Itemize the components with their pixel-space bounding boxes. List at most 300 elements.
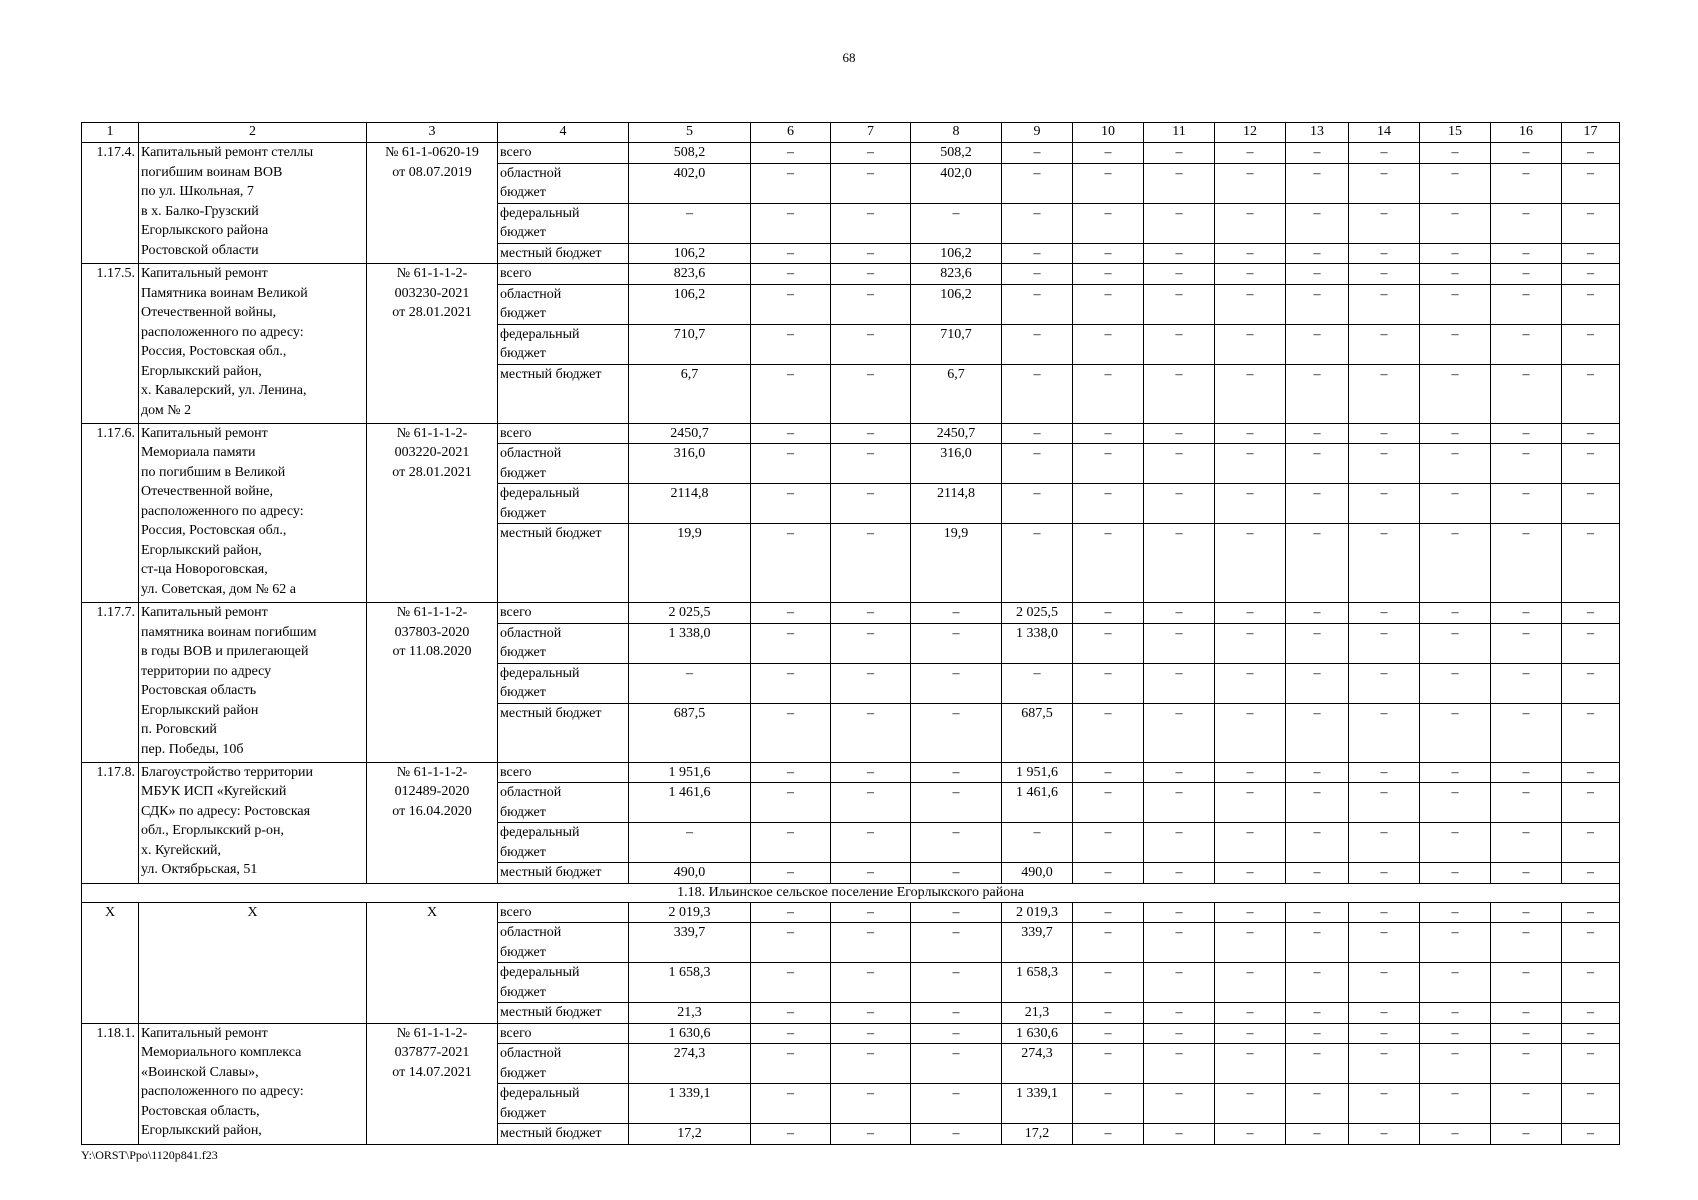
funding-source: местный бюджет [498,863,629,884]
amount-cell: – [911,603,1002,624]
amount-cell: – [1002,163,1073,203]
amount-cell: – [751,783,831,823]
column-number-header: 5 [629,123,751,143]
amount-cell: – [1420,923,1491,963]
amount-cell: – [1491,364,1562,423]
amount-cell: – [1144,324,1215,364]
amount-cell: – [1562,1044,1620,1084]
amount-cell: – [1420,484,1491,524]
amount-cell: 19,9 [911,524,1002,603]
amount-cell: – [1286,1023,1349,1044]
amount-cell: – [1491,203,1562,243]
amount-cell: 106,2 [911,284,1002,324]
amount-cell: – [751,203,831,243]
amount-cell: – [831,902,911,923]
amount-cell: – [1420,284,1491,324]
amount-cell: 1 658,3 [1002,963,1073,1003]
amount-cell: 1 339,1 [629,1084,751,1124]
table-row [82,1023,1620,1044]
amount-cell: – [1420,623,1491,663]
amount-cell: – [1215,284,1286,324]
amount-cell: – [1562,963,1620,1003]
funding-source: местный бюджет [498,1003,629,1024]
amount-cell: 2114,8 [911,484,1002,524]
amount-cell: – [751,623,831,663]
amount-cell: – [1215,1084,1286,1124]
amount-cell: – [1144,663,1215,703]
column-number-header: 14 [1349,123,1420,143]
item-number: 1.17.5. [82,264,139,424]
amount-cell: – [1144,623,1215,663]
amount-cell: – [1286,923,1349,963]
amount-cell: – [1562,243,1620,264]
column-number-header: 10 [1073,123,1144,143]
amount-cell: – [1286,762,1349,783]
amount-cell: – [751,923,831,963]
amount-cell: – [1562,423,1620,444]
funding-source: областной бюджет [498,623,629,663]
table-row [82,423,1620,444]
amount-cell: – [1349,783,1420,823]
amount-cell: 1 630,6 [629,1023,751,1044]
amount-cell: 2 025,5 [629,603,751,624]
amount-cell: 508,2 [911,143,1002,164]
amount-cell: 1 461,6 [1002,783,1073,823]
amount-cell: – [1073,364,1144,423]
column-number-header: 6 [751,123,831,143]
amount-cell: – [1286,1084,1349,1124]
amount-cell: – [911,1084,1002,1124]
funding-source: всего [498,423,629,444]
amount-cell: – [1073,324,1144,364]
item-number: 1.17.6. [82,423,139,603]
amount-cell: – [751,163,831,203]
amount-cell: – [1073,623,1144,663]
amount-cell: – [1215,1023,1286,1044]
amount-cell: – [1073,1023,1144,1044]
amount-cell: – [1144,1023,1215,1044]
amount-cell: – [1349,703,1420,762]
funding-source: федеральный бюджет [498,324,629,364]
amount-cell: – [1562,1003,1620,1024]
amount-cell: – [1420,243,1491,264]
object-name: Благоустройство территории МБУК ИСП «Кугейский СДК» по адресу: Ростовская обл., Егорлыкский р-он, х. Кугейский, ул. Октябрьская, 51 [139,762,367,883]
amount-cell: – [1002,203,1073,243]
amount-cell: – [1420,364,1491,423]
amount-cell: 17,2 [629,1124,751,1145]
amount-cell: – [831,423,911,444]
amount-cell: – [1491,902,1562,923]
amount-cell: – [831,203,911,243]
amount-cell: – [1420,703,1491,762]
amount-cell: – [1562,703,1620,762]
amount-cell: 710,7 [629,324,751,364]
amount-cell: – [751,762,831,783]
column-number-header: 4 [498,123,629,143]
amount-cell: – [1144,143,1215,164]
amount-cell: – [1286,203,1349,243]
amount-cell: – [831,1124,911,1145]
amount-cell: – [1420,1044,1491,1084]
amount-cell: – [1073,243,1144,264]
amount-cell: – [911,1003,1002,1024]
amount-cell: – [1349,423,1420,444]
funding-source: местный бюджет [498,524,629,603]
amount-cell: – [1562,364,1620,423]
amount-cell: – [1073,1084,1144,1124]
amount-cell: – [1420,423,1491,444]
amount-cell: – [1420,324,1491,364]
amount-cell: – [1073,1044,1144,1084]
amount-cell: – [1286,284,1349,324]
amount-cell: – [1420,143,1491,164]
amount-cell: – [1286,1044,1349,1084]
funding-source: областной бюджет [498,783,629,823]
document-number: № 61-1-1-2- 037877-2021 от 14.07.2021 [367,1023,498,1144]
amount-cell: 2450,7 [911,423,1002,444]
amount-cell: – [1562,1023,1620,1044]
table-row [82,762,1620,783]
amount-cell: – [1349,762,1420,783]
amount-cell: – [1491,524,1562,603]
amount-cell: – [751,1044,831,1084]
column-number-header: 1 [82,123,139,143]
amount-cell: – [1562,663,1620,703]
amount-cell: – [1349,863,1420,884]
amount-cell: – [1286,364,1349,423]
amount-cell: – [831,243,911,264]
amount-cell: – [1073,524,1144,603]
funding-source: федеральный бюджет [498,484,629,524]
amount-cell: – [1144,603,1215,624]
amount-cell: – [1073,284,1144,324]
section-title: 1.18. Ильинское сельское поселение Егорлыкского района [82,883,1620,902]
amount-cell: 21,3 [1002,1003,1073,1024]
object-name: Капитальный ремонт памятника воинам погибшим в годы ВОВ и прилегающей территории по адресу Ростовская область Егорлыкский район п. Роговский пер. Победы, 10б [139,603,367,763]
amount-cell: 17,2 [1002,1124,1073,1145]
amount-cell: 106,2 [629,284,751,324]
amount-cell: – [1349,1084,1420,1124]
amount-cell: – [1491,1003,1562,1024]
amount-cell: – [1073,963,1144,1003]
amount-cell: 2114,8 [629,484,751,524]
amount-cell: – [751,324,831,364]
amount-cell: – [1073,163,1144,203]
amount-cell: – [1491,703,1562,762]
amount-cell: – [1420,1023,1491,1044]
amount-cell: – [1286,783,1349,823]
amount-cell: – [1286,163,1349,203]
amount-cell: – [1420,603,1491,624]
document-number: № 61-1-1-2- 037803-2020 от 11.08.2020 [367,603,498,763]
amount-cell: – [1002,823,1073,863]
amount-cell: – [1349,1124,1420,1145]
amount-cell: – [1215,364,1286,423]
amount-cell: – [1562,324,1620,364]
amount-cell: 2450,7 [629,423,751,444]
amount-cell: 1 951,6 [629,762,751,783]
amount-cell: – [1215,1003,1286,1024]
column-number-header: 2 [139,123,367,143]
amount-cell: – [1144,783,1215,823]
table-row [82,902,1620,923]
amount-cell: 508,2 [629,143,751,164]
amount-cell: – [831,324,911,364]
amount-cell: – [1491,444,1562,484]
amount-cell: – [1349,163,1420,203]
amount-cell: – [831,264,911,285]
amount-cell: – [1562,284,1620,324]
amount-cell: – [1562,163,1620,203]
section-row [82,883,1620,902]
amount-cell: – [831,143,911,164]
amount-cell: – [1215,703,1286,762]
amount-cell: – [1002,264,1073,285]
amount-cell: – [1144,963,1215,1003]
amount-cell: – [1286,963,1349,1003]
amount-cell: 339,7 [1002,923,1073,963]
amount-cell: – [831,524,911,603]
column-number-header: 17 [1562,123,1620,143]
amount-cell: – [1349,1003,1420,1024]
amount-cell: – [1420,762,1491,783]
amount-cell: 316,0 [911,444,1002,484]
amount-cell: – [1144,284,1215,324]
amount-cell: – [1215,783,1286,823]
amount-cell: 339,7 [629,923,751,963]
amount-cell: – [1349,364,1420,423]
amount-cell: – [1562,1084,1620,1124]
funding-source: федеральный бюджет [498,963,629,1003]
amount-cell: – [1491,1084,1562,1124]
amount-cell: 1 338,0 [629,623,751,663]
amount-cell: – [1215,762,1286,783]
amount-cell: – [1491,762,1562,783]
amount-cell: – [1002,243,1073,264]
amount-cell: – [1144,923,1215,963]
amount-cell: – [831,923,911,963]
amount-cell: 6,7 [629,364,751,423]
amount-cell: 274,3 [1002,1044,1073,1084]
amount-cell: 687,5 [629,703,751,762]
amount-cell: – [1073,863,1144,884]
amount-cell: – [911,663,1002,703]
amount-cell: 687,5 [1002,703,1073,762]
amount-cell: – [1144,902,1215,923]
amount-cell: 710,7 [911,324,1002,364]
document-number: № 61-1-1-2- 003220-2021 от 28.01.2021 [367,423,498,603]
amount-cell: – [1144,364,1215,423]
amount-cell: 19,9 [629,524,751,603]
amount-cell: – [1073,1003,1144,1024]
amount-cell: – [1144,524,1215,603]
funding-source: всего [498,264,629,285]
amount-cell: – [1144,243,1215,264]
amount-cell: – [629,663,751,703]
amount-cell: – [1286,524,1349,603]
amount-cell: – [1215,663,1286,703]
amount-cell: – [1562,762,1620,783]
amount-cell: – [1562,603,1620,624]
amount-cell: – [751,243,831,264]
amount-cell: – [1286,703,1349,762]
amount-cell: – [1349,264,1420,285]
amount-cell: – [1420,823,1491,863]
amount-cell: – [911,762,1002,783]
amount-cell: – [1349,823,1420,863]
item-number: 1.17.7. [82,603,139,763]
item-number: X [82,902,139,1023]
amount-cell: – [1491,163,1562,203]
amount-cell: – [751,1124,831,1145]
amount-cell: – [1420,1084,1491,1124]
amount-cell: – [1491,284,1562,324]
amount-cell: – [1491,1044,1562,1084]
amount-cell: – [751,1003,831,1024]
amount-cell: – [911,1124,1002,1145]
amount-cell: – [1420,264,1491,285]
column-number-header: 15 [1420,123,1491,143]
amount-cell: – [1002,524,1073,603]
amount-cell: – [751,364,831,423]
amount-cell: – [1215,444,1286,484]
amount-cell: – [1286,823,1349,863]
amount-cell: – [1420,444,1491,484]
amount-cell: – [751,703,831,762]
amount-cell: – [1073,484,1144,524]
amount-cell: – [1002,143,1073,164]
item-number: 1.18.1. [82,1023,139,1144]
table-row [82,143,1620,164]
amount-cell: – [1420,163,1491,203]
amount-cell: – [1073,143,1144,164]
amount-cell: – [1144,1084,1215,1124]
amount-cell: – [1286,902,1349,923]
amount-cell: – [911,783,1002,823]
amount-cell: 6,7 [911,364,1002,423]
amount-cell: – [831,1003,911,1024]
amount-cell: – [911,823,1002,863]
amount-cell: – [911,902,1002,923]
amount-cell: – [751,1084,831,1124]
amount-cell: – [1215,902,1286,923]
object-name: X [139,902,367,1023]
amount-cell: – [1491,663,1562,703]
amount-cell: – [1215,923,1286,963]
amount-cell: – [1215,603,1286,624]
amount-cell: – [1491,603,1562,624]
amount-cell: – [831,444,911,484]
document-number: № 61-1-1-2- 003230-2021 от 28.01.2021 [367,264,498,424]
page-number: 68 [842,50,856,65]
amount-cell: – [751,284,831,324]
amount-cell: – [831,284,911,324]
amount-cell: – [911,703,1002,762]
amount-cell: – [1073,823,1144,863]
amount-cell: 490,0 [1002,863,1073,884]
funding-source: всего [498,902,629,923]
amount-cell: – [831,1023,911,1044]
amount-cell: 2 019,3 [629,902,751,923]
amount-cell: – [1349,603,1420,624]
amount-cell: – [1215,324,1286,364]
amount-cell: – [1144,264,1215,285]
amount-cell: – [1073,603,1144,624]
amount-cell: – [1286,423,1349,444]
amount-cell: – [831,163,911,203]
amount-cell: – [1349,484,1420,524]
column-number-header: 9 [1002,123,1073,143]
amount-cell: 402,0 [629,163,751,203]
amount-cell: 1 461,6 [629,783,751,823]
amount-cell: – [751,484,831,524]
amount-cell: – [1420,1003,1491,1024]
amount-cell: – [1562,203,1620,243]
amount-cell: – [751,444,831,484]
funding-source: областной бюджет [498,284,629,324]
amount-cell: – [1002,324,1073,364]
amount-cell: – [1144,703,1215,762]
amount-cell: – [1144,484,1215,524]
amount-cell: – [831,603,911,624]
item-number: 1.17.8. [82,762,139,883]
amount-cell: – [831,364,911,423]
amount-cell: – [1144,762,1215,783]
object-name: Капитальный ремонт Мемориального комплекса «Воинской Славы», расположенного по адресу: Ростовская область, Егорлыкский район, [139,1023,367,1144]
amount-cell: – [1562,264,1620,285]
amount-cell: – [911,1044,1002,1084]
amount-cell: – [1491,823,1562,863]
item-number: 1.17.4. [82,143,139,264]
funding-source: всего [498,143,629,164]
amount-cell: – [1144,423,1215,444]
amount-cell: – [1215,524,1286,603]
amount-cell: – [1491,923,1562,963]
amount-cell: – [1002,444,1073,484]
amount-cell: – [1215,163,1286,203]
amount-cell: – [1286,143,1349,164]
amount-cell: – [1073,203,1144,243]
amount-cell: – [1215,264,1286,285]
amount-cell: 823,6 [629,264,751,285]
amount-cell: 316,0 [629,444,751,484]
amount-cell: – [1073,264,1144,285]
column-number-header: 7 [831,123,911,143]
amount-cell: – [1491,243,1562,264]
amount-cell: – [831,783,911,823]
amount-cell: – [831,823,911,863]
amount-cell: – [1349,203,1420,243]
amount-cell: – [1349,324,1420,364]
amount-cell: – [911,923,1002,963]
amount-cell: – [1144,1124,1215,1145]
amount-cell: – [831,623,911,663]
amount-cell: – [1073,1124,1144,1145]
amount-cell: – [751,524,831,603]
amount-cell: – [751,1023,831,1044]
amount-cell: 2 019,3 [1002,902,1073,923]
amount-cell: – [1349,524,1420,603]
amount-cell: 490,0 [629,863,751,884]
amount-cell: – [751,603,831,624]
amount-cell: – [1562,863,1620,884]
amount-cell: – [1286,603,1349,624]
amount-cell: – [831,762,911,783]
amount-cell: – [911,863,1002,884]
funding-source: федеральный бюджет [498,1084,629,1124]
amount-cell: – [1073,762,1144,783]
amount-cell: – [1144,1044,1215,1084]
